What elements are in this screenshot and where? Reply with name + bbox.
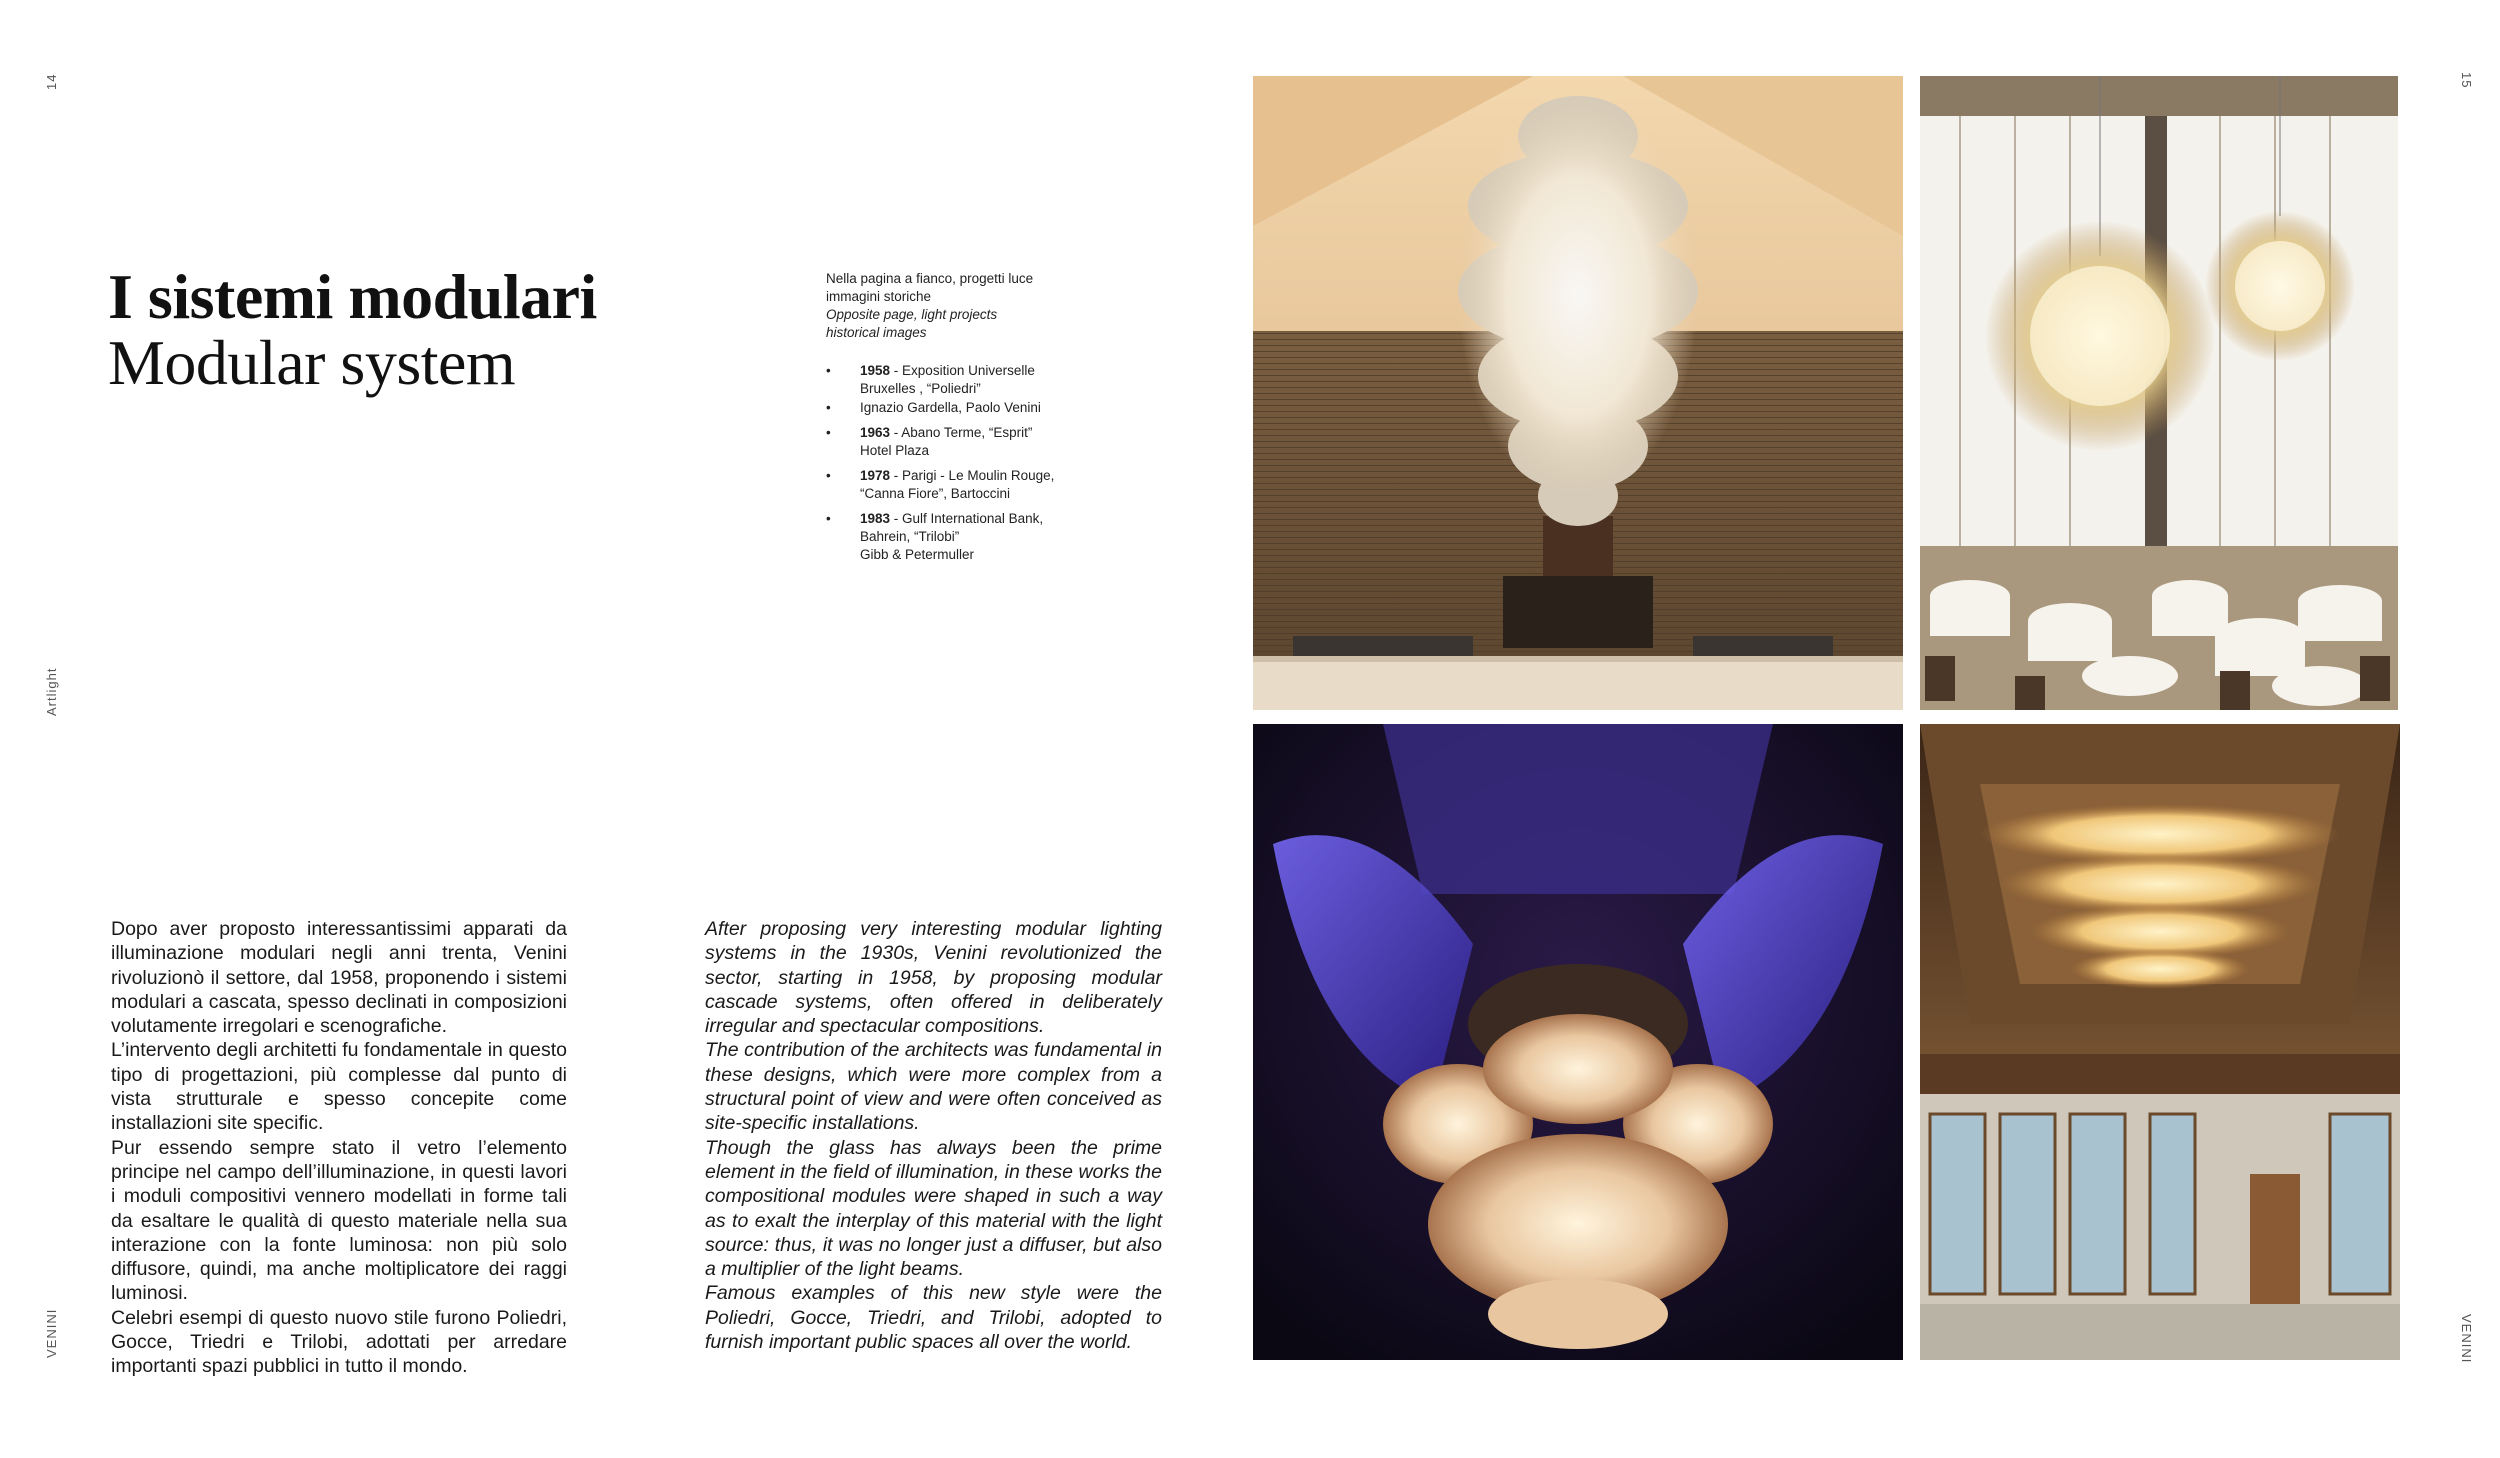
title-italian: I sistemi modulari [108,261,597,332]
project-item [826,424,1086,460]
caption-line-italic: historical images [826,325,927,340]
photo-moulin-rouge-installation [1253,724,1903,1360]
project-year: 1958 [860,363,891,378]
project-text: - Abano Terme, “Esprit” [890,425,1033,440]
project-text: Bahrein, “Trilobi” [860,529,960,544]
paragraph: Dopo aver proposto interessantissimi apparati da illuminazione modulari negli anni trenta, Venini rivoluzionò il settore, dal 1958, proponendo i sistemi modulari a cascata, spesso declinati in composizioni volutamente irregolari e scenografiche. [111,918,567,1038]
paragraph: Pur essendo sempre stato il vetro l’elemento principe nel campo dell’illuminazione, in questi lavori i moduli compositivi vennero modellati in forme tali da esaltare le qualità di questo materiale nella sua interazione con la fonte luminosa: non più solo diffusore, quindi, ma anche moltiplicatore dei raggi luminosi. [111,1136,567,1305]
projects-list [826,362,1086,571]
project-year: 1978 [860,468,891,483]
brand-label-left: VENINI [44,1308,59,1358]
page-number-left: 14 [44,73,59,90]
photo-canna-fiore-restaurant [1920,76,2398,710]
brand-label-right: VENINI [2459,1314,2474,1364]
project-item [826,399,1086,417]
section-label: Artlight [44,667,59,716]
page-number-right: 15 [2459,72,2474,89]
project-text: Bruxelles , “Poliedri” [860,381,981,396]
project-text: Ignazio Gardella, Paolo Venini [860,400,1041,415]
project-text: - Gulf International Bank, [890,511,1044,526]
body-text-english [705,917,1162,1354]
project-text: “Canna Fiore”, Bartoccini [860,486,1011,501]
photo-poliedri-chandelier [1253,76,1903,710]
project-text: Hotel Plaza [860,443,930,458]
caption-line: Nella pagina a fianco, progetti luce [826,271,1034,286]
project-text: Gibb & Petermuller [860,547,975,562]
paragraph: After proposing very interesting modular lighting systems in the 1930s, Venini revolutionized the sector, starting in 1958, by proposing modular cascade systems, often offered in deliberately irregular and spectacular compositions. [705,918,1162,1038]
image-caption [826,270,1066,342]
project-item [826,467,1086,503]
project-text: - Parigi - Le Moulin Rouge, [890,468,1055,483]
paragraph: Celebri esempi di questo nuovo stile furono Poliedri, Gocce, Triedri e Trilobi, adottati per arredare importanti spazi pubblici in tutto il mondo. [111,1306,567,1378]
title-english: Modular system [108,327,516,398]
paragraph: L’intervento degli architetti fu fondamentale in questo tipo di progettazioni, più complesse dal punto di vista strutturale e spesso concepite come installazioni site specific. [111,1039,567,1135]
project-item [826,510,1086,564]
paragraph: The contribution of the architects was fundamental in these designs, which were more complex from a structural point of view and were often conceived as site-specific installations. [705,1039,1162,1135]
caption-line: immagini storiche [826,289,932,304]
project-year: 1983 [860,511,891,526]
paragraph: Famous examples of this new style were the Poliedri, Gocce, Triedri, and Trilobi, adopted to furnish important public spaces all over the world. [705,1282,1162,1354]
caption-line-italic: Opposite page, light projects [826,307,998,322]
paragraph: Though the glass has always been the prime element in the field of illumination, in these works the compositional modules were shaped in such a way as to exalt the interplay of this material with the light source: thus, it was no longer just a diffuser, but also a multiplier of the light beams. [705,1136,1162,1281]
project-text: - Exposition Universelle [890,363,1035,378]
photo-gulf-bank-chandelier [1920,724,2400,1360]
project-item [826,362,1086,398]
project-year: 1963 [860,425,891,440]
body-text-italian [111,917,567,1379]
